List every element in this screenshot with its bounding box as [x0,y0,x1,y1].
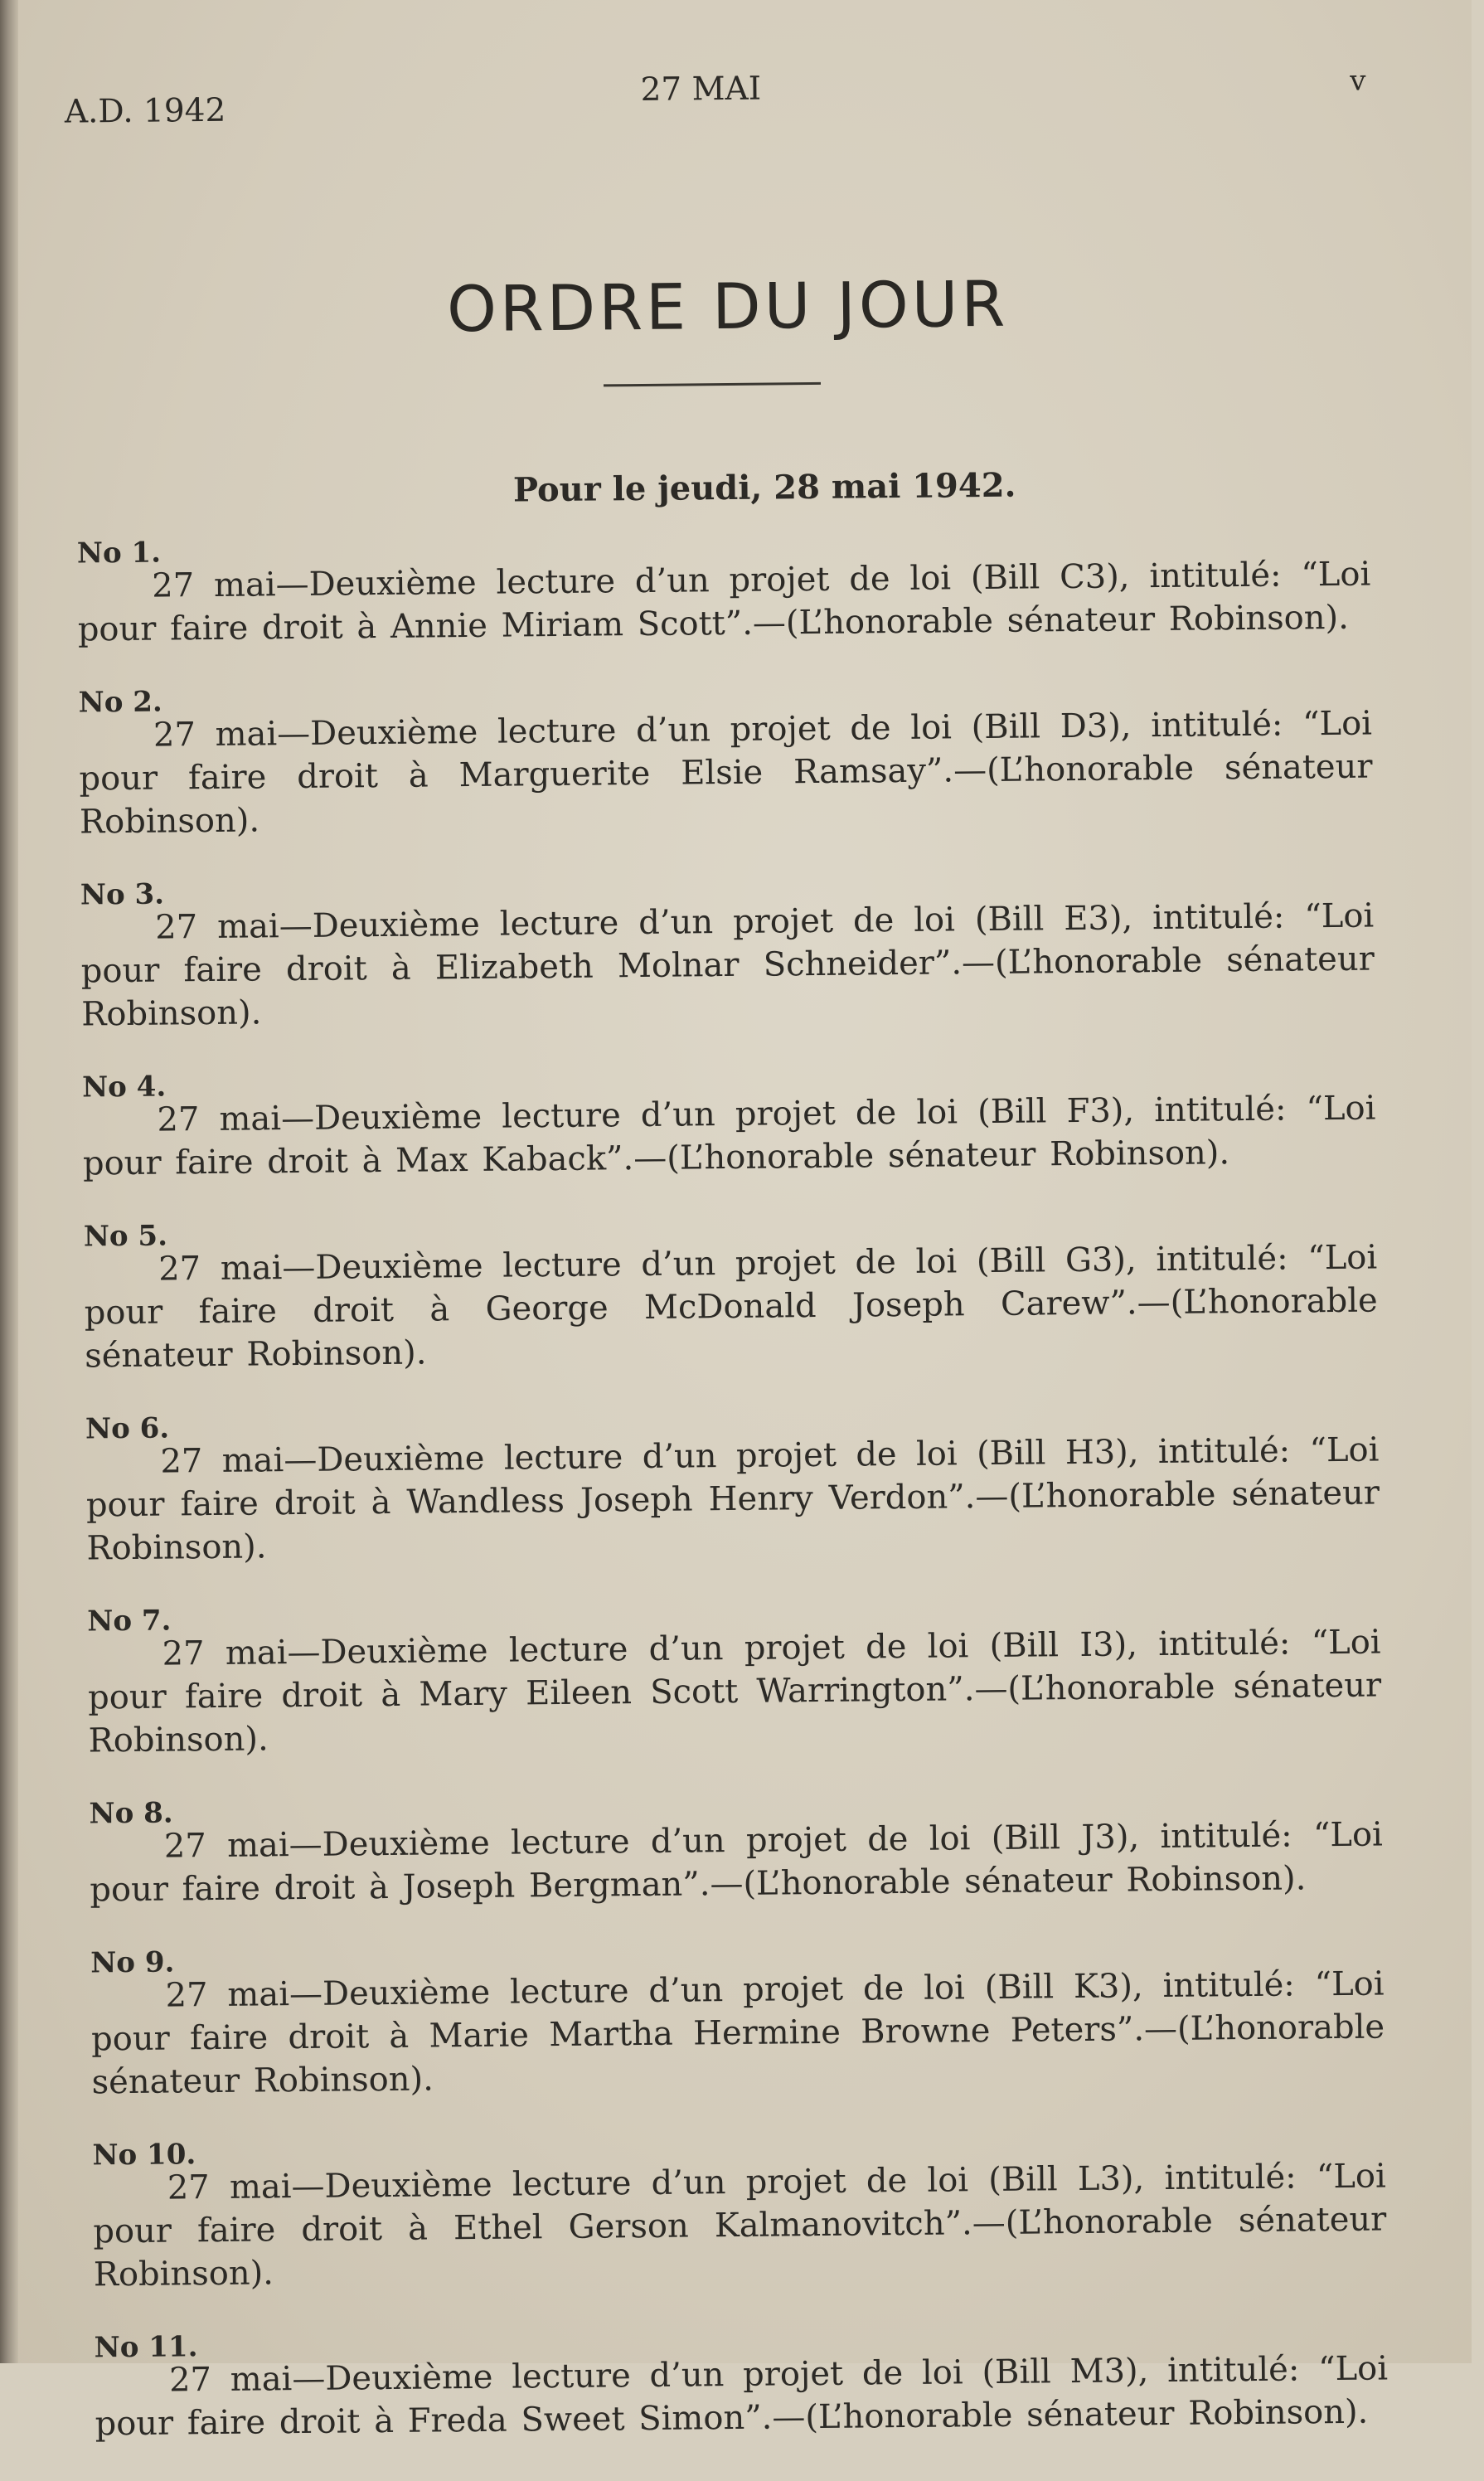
item-number: No 9. [90,1945,175,1980]
order-item [92,2126,1387,2296]
item-text: 27 mai—Deuxième lecture d’un projet de loi (Bill I3), intitulé: “Loi pour faire droit à Mary Eileen Scott Warrington”.—(L’honorable sénateur Robinson). [87,1623,1382,1760]
item-text: 27 mai—Deuxième lecture d’un projet de loi (Bill L3), intitulé: “Loi pour faire droit à Ethel Gerson Kalmanovitch”.—(L’honorable sénateur Robinson). [93,2157,1387,2294]
title-rule [604,382,821,387]
order-item [80,867,1375,1037]
item-text: 27 mai—Deuxième lecture d’un projet de loi (Bill E3), intitulé: “Loi pour faire droit à Elizabeth Molnar Schneider”.—(L’honorable sénateur Robinson). [80,896,1375,1034]
page-title: ORDRE DU JOUR [446,266,1009,347]
order-item [77,525,1371,652]
header-date: 27 MAI [640,70,762,109]
item-number: No 8. [89,1796,173,1831]
order-list [77,525,1389,2481]
item-text: 27 mai—Deuxième lecture d’un projet de loi (Bill D3), intitulé: “Loi pour faire droit à Marguerite Elsie Ramsay”.—(L’honorable sénateur Robinson). [79,704,1373,842]
order-item [95,2318,1389,2445]
page-subtitle: Pour le jeudi, 28 mai 1942. [512,465,1016,510]
item-number: No 4. [81,1070,167,1105]
order-item [87,1592,1382,1762]
item-number: No 5. [83,1219,168,1254]
item-text: 27 mai—Deuxième lecture d’un projet de loi (Bill F3), intitulé: “Loi pour faire droit à Max Kaback”.—(L’honorable sénateur Robinson). [82,1089,1376,1183]
item-number: No 3. [80,877,165,912]
item-number: No 7. [87,1604,172,1639]
order-item [84,1208,1379,1378]
item-number: No 11. [94,2330,198,2365]
running-header [64,64,1366,131]
order-item [85,1400,1380,1570]
item-number: No 2. [78,685,162,720]
order-item [89,1784,1383,1911]
item-text: 27 mai—Deuxième lecture d’un projet de loi (Bill K3), intitulé: “Loi pour faire droit à Marie Martha Hermine Browne Peters”.—(L’honorable sénateur Robinson). [90,1964,1385,2102]
page-number: v [1350,64,1366,98]
item-text: 27 mai—Deuxième lecture d’un projet de loi (Bill G3), intitulé: “Loi pour faire droit à George McDonald Joseph Carew”.—(L’honorable sénateur Robinson). [84,1238,1378,1376]
order-item [90,1934,1385,2104]
item-number: No 6. [85,1411,170,1446]
item-text: 27 mai—Deuxième lecture d’un projet de loi (Bill H3), intitulé: “Loi pour faire droit à Wandless Joseph Henry Verdon”.—(L’honorable sénateur Robinson). [85,1430,1380,1568]
item-text: 27 mai—Deuxième lecture d’un projet de loi (Bill C3), intitulé: “Loi pour faire droit à Annie Miriam Scott”.—(L’honorable sénateur Robinson). [77,555,1371,649]
item-text: 27 mai—Deuxième lecture d’un projet de loi (Bill J3), intitulé: “Loi pour faire droit à Joseph Bergman”.—(L’honorable sénateur Robinson). [90,1815,1384,1910]
item-number: No 10. [92,2138,196,2173]
item-number: No 1. [76,536,162,570]
order-item [78,674,1373,844]
header-year: A.D. 1942 [64,91,226,131]
order-item [82,1059,1376,1186]
item-text: 27 mai—Deuxième lecture d’un projet de loi (Bill M3), intitulé: “Loi pour faire droit à Freda Sweet Simon”.—(L’honorable sénateur Robinson). [95,2349,1389,2444]
